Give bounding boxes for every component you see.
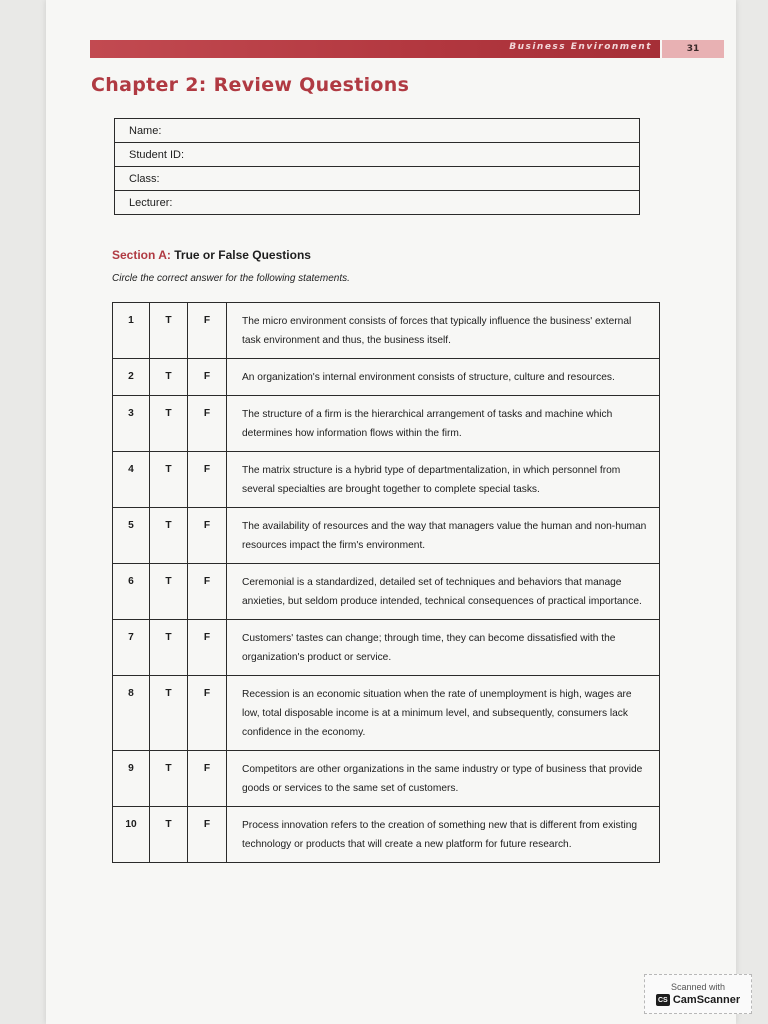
scanned-with-label: Scanned with: [670, 982, 726, 992]
false-option: F: [188, 676, 227, 751]
true-option: T: [150, 508, 188, 564]
question-text: The matrix structure is a hybrid type of departmentalization, in which personnel from several specialties are brought together to complete special tasks.: [227, 452, 660, 508]
false-option: F: [188, 564, 227, 620]
section-heading: True or False Questions: [170, 248, 311, 262]
page-number: 31: [662, 40, 724, 58]
question-text: Process innovation refers to the creation of something new that is different from existing technology or products that will create a new platform for future research.: [227, 807, 660, 863]
question-row: [113, 396, 660, 452]
info-row-class: [115, 167, 640, 191]
camscanner-watermark: [644, 974, 752, 1014]
info-label: Lecturer:: [115, 191, 640, 215]
question-row: [113, 452, 660, 508]
question-text: The micro environment consists of forces that typically influence the business' external task environment and thus, the business itself.: [227, 303, 660, 359]
question-row: [113, 751, 660, 807]
question-number: 3: [113, 396, 150, 452]
question-number: 9: [113, 751, 150, 807]
question-row: [113, 807, 660, 863]
true-option: T: [150, 452, 188, 508]
false-option: F: [188, 396, 227, 452]
false-option: F: [188, 751, 227, 807]
true-option: T: [150, 751, 188, 807]
question-number: 8: [113, 676, 150, 751]
true-option: T: [150, 359, 188, 396]
chapter-title: Chapter 2: Review Questions: [91, 74, 410, 96]
section-instruction: Circle the correct answer for the following statements.: [112, 273, 350, 284]
question-text: An organization's internal environment consists of structure, culture and resources.: [227, 359, 660, 396]
true-option: T: [150, 564, 188, 620]
info-label: Class:: [115, 167, 640, 191]
scanner-brand: [656, 994, 740, 1006]
running-title: Business Environment: [509, 42, 652, 52]
question-number: 2: [113, 359, 150, 396]
question-text: Ceremonial is a standardized, detailed set of techniques and behaviors that manage anxieties, but seldom produce intended, technical consequences of practical importance.: [227, 564, 660, 620]
false-option: F: [188, 303, 227, 359]
question-text: Customers' tastes can change; through time, they can become dissatisfied with the organization's product or service.: [227, 620, 660, 676]
question-row: [113, 508, 660, 564]
false-option: F: [188, 452, 227, 508]
question-text: Recession is an economic situation when the rate of unemployment is high, wages are low, total disposable income is at a minimum level, and subsequently, consumers lack confidence in the economy.: [227, 676, 660, 751]
true-option: T: [150, 396, 188, 452]
false-option: F: [188, 359, 227, 396]
info-row-student-id: [115, 143, 640, 167]
false-option: F: [188, 620, 227, 676]
false-option: F: [188, 807, 227, 863]
question-text: Competitors are other organizations in the same industry or type of business that provide goods or services to the same set of customers.: [227, 751, 660, 807]
question-row: [113, 359, 660, 396]
question-row: [113, 676, 660, 751]
question-number: 1: [113, 303, 150, 359]
true-option: T: [150, 676, 188, 751]
question-number: 5: [113, 508, 150, 564]
question-row: [113, 620, 660, 676]
scanner-brand-name: CamScanner: [672, 994, 741, 1006]
question-number: 10: [113, 807, 150, 863]
section-prefix: Section A:: [112, 248, 171, 262]
question-text: The structure of a firm is the hierarchical arrangement of tasks and machine which determines how information flows within the firm.: [227, 396, 660, 452]
question-row: [113, 564, 660, 620]
header-bar: [90, 40, 660, 58]
student-info-table: [114, 118, 640, 215]
question-number: 6: [113, 564, 150, 620]
true-option: T: [150, 807, 188, 863]
info-row-lecturer: [115, 191, 640, 215]
info-label: Student ID:: [115, 143, 640, 167]
camscanner-logo-icon: CS: [656, 994, 670, 1006]
true-option: T: [150, 620, 188, 676]
question-number: 7: [113, 620, 150, 676]
false-option: F: [188, 508, 227, 564]
questions-table: [112, 302, 660, 863]
true-option: T: [150, 303, 188, 359]
info-row-name: [115, 119, 640, 143]
question-row: [113, 303, 660, 359]
info-label: Name:: [115, 119, 640, 143]
question-text: The availability of resources and the way that managers value the human and non-human resources impact the firm's environment.: [227, 508, 660, 564]
section-title: [112, 248, 311, 262]
question-number: 4: [113, 452, 150, 508]
